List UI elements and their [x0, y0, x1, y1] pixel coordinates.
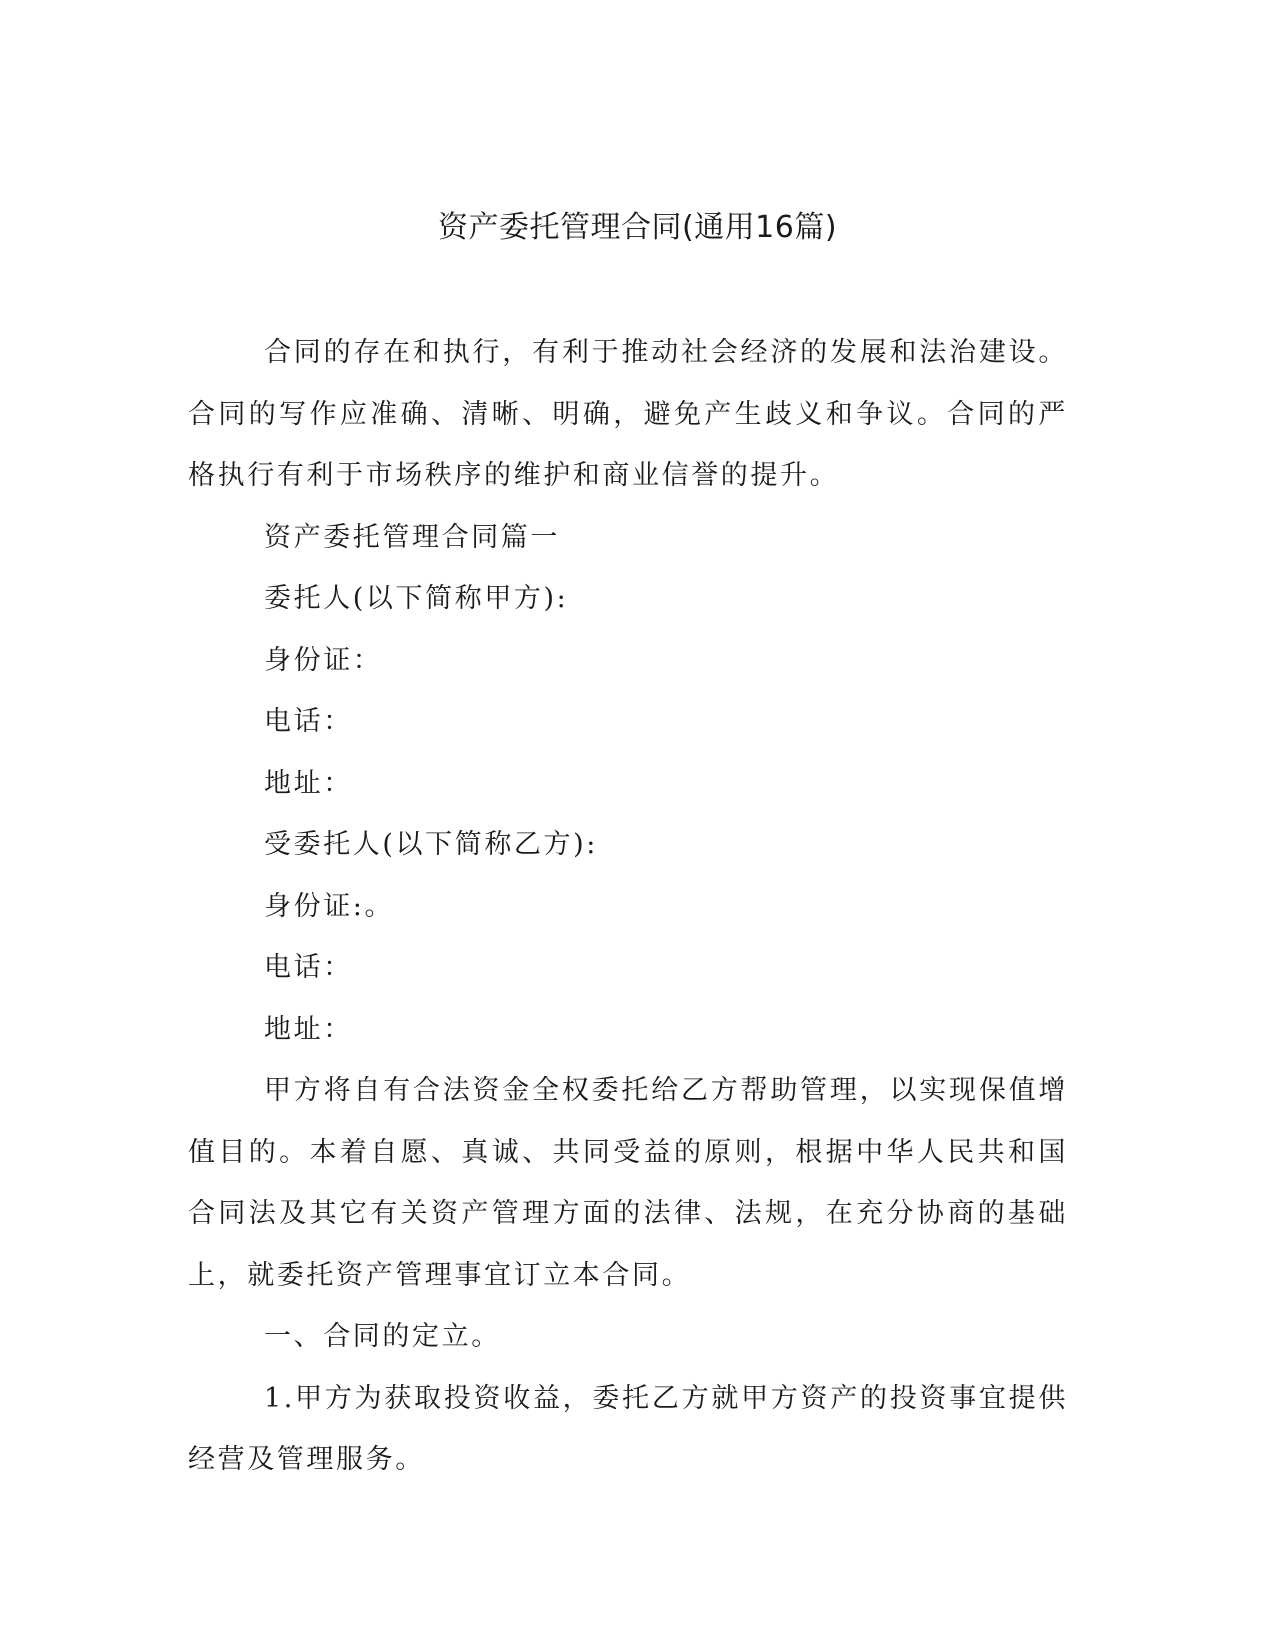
- party-b-address-field: 地址：: [264, 1013, 353, 1045]
- document-title: 资产委托管理合同(通用16篇): [437, 210, 838, 245]
- section-heading: 资产委托管理合同篇一: [264, 521, 560, 553]
- party-a-address-field: 地址：: [264, 767, 353, 799]
- party-a-id-field: 身份证：: [264, 644, 383, 676]
- party-a-phone-field: 电话：: [264, 706, 353, 737]
- clause-1-1: 1.甲方为获取投资收益，委托乙方就甲方资产的投资事宜提供经营及管理服务。: [188, 1382, 1068, 1475]
- party-b-id-field: 身份证:。: [264, 890, 395, 922]
- party-b-label: 受委托人(以下简称乙方):: [264, 829, 598, 860]
- paragraph-intro: 合同的存在和执行，有利于推动社会经济的发展和法治建设。合同的写作应准确、清晰、明确，避免产生歧义和争议。合同的严格执行有利于市场秩序的维护和商业信誉的提升。: [188, 337, 1068, 491]
- party-b-phone-field: 电话：: [264, 952, 353, 983]
- paragraph-purpose: 甲方将自有合法资金全权委托给乙方帮助管理，以实现保值增值目的。本着自愿、真诚、共同受益的原则，根据中华人民共和国合同法及其它有关资产管理方面的法律、法规，在充分协商的基础上，就委托资产管理事宜订立本合同。: [188, 1075, 1068, 1291]
- party-a-label: 委托人(以下简称甲方):: [264, 583, 569, 614]
- clause-heading-1: 一、合同的定立。: [264, 1321, 501, 1352]
- document-body: [188, 322, 1068, 1491]
